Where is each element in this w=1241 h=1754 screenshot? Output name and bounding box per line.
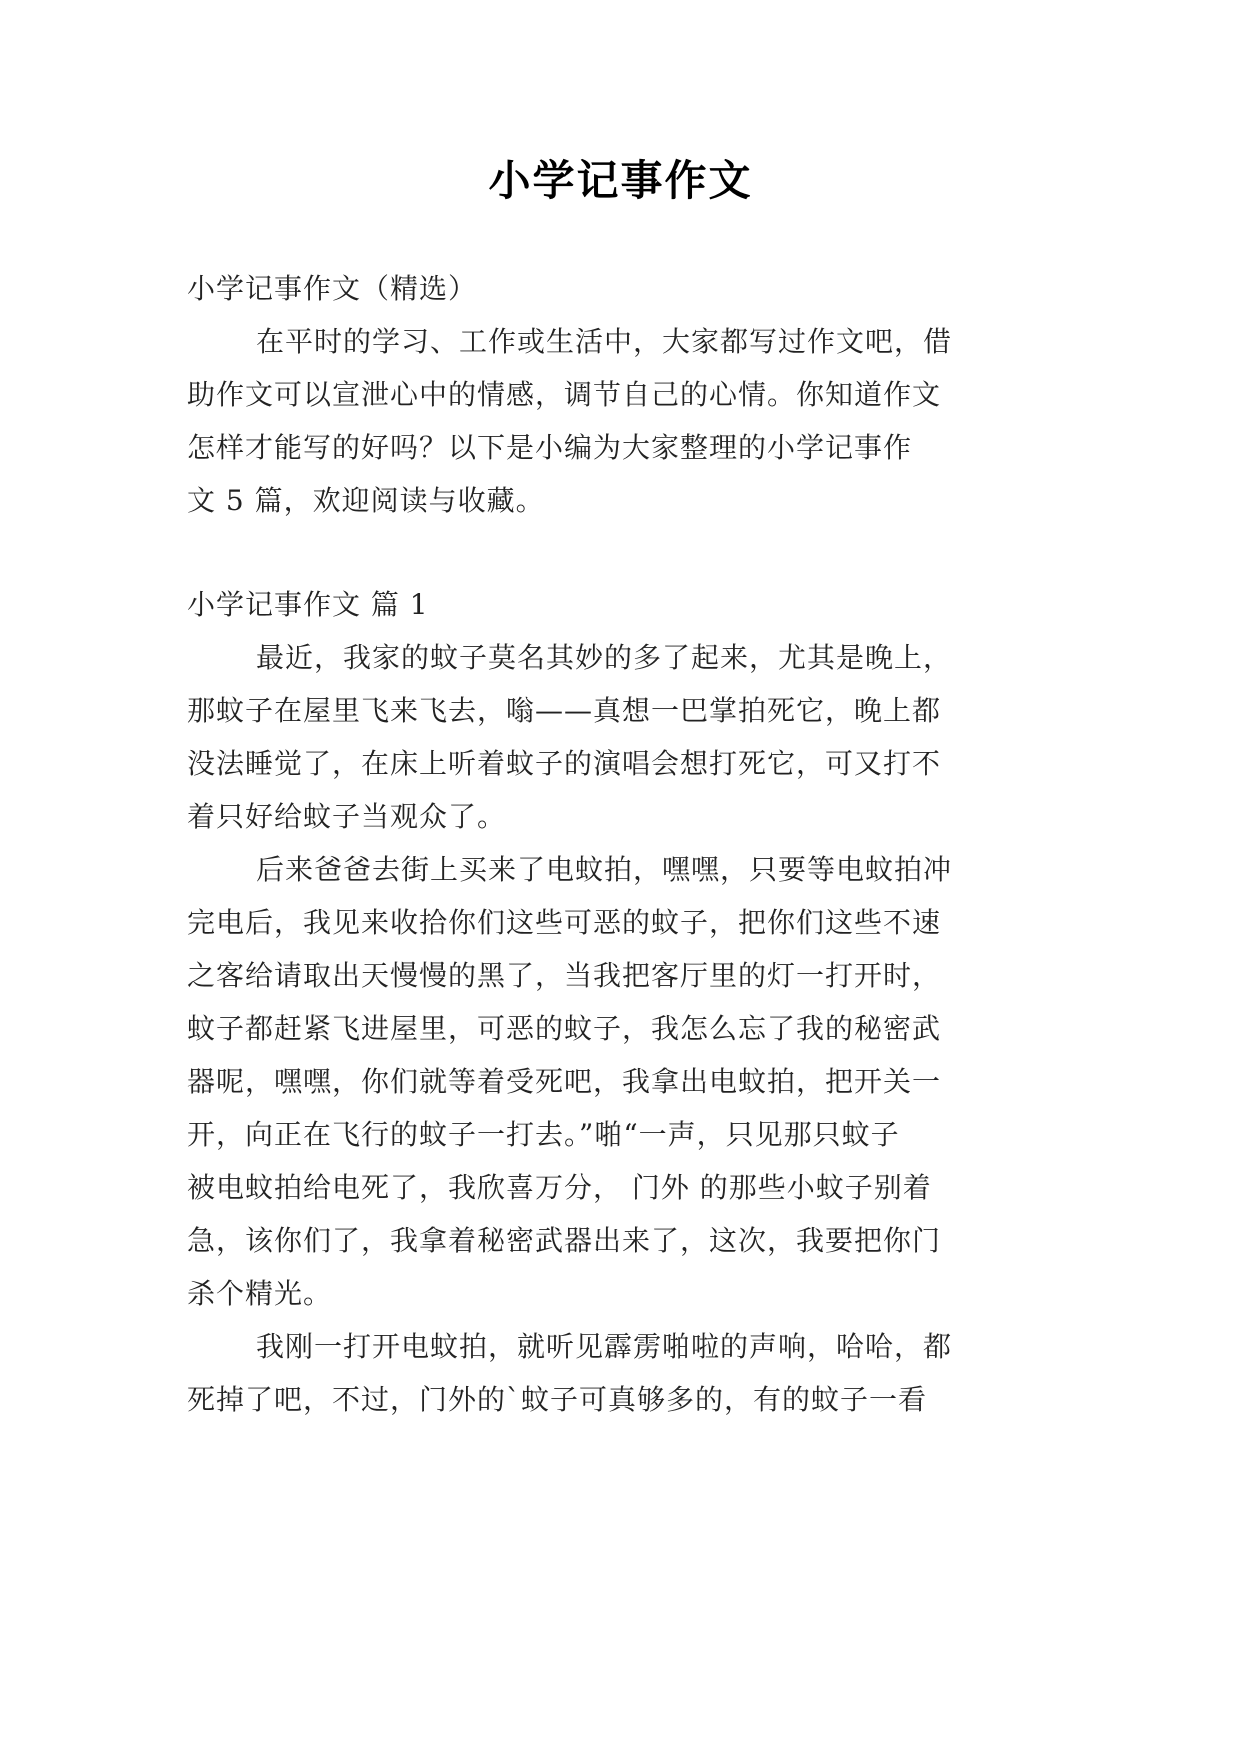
paragraph-line: 我刚一打开电蚊拍，就听见霹雳啪啦的声响，哈哈，都 [256,1330,953,1363]
intro-line: 助作文可以宣泄心中的情感，调节自己的心情。你知道作文 [187,378,942,411]
paragraph-line: 那蚊子在屋里飞来飞去，嗡——真想一巴掌拍死它，晚上都 [187,694,942,727]
paragraph-line: 完电后，我见来收拾你们这些可恶的蚊子，把你们这些不速 [187,906,942,939]
paragraph-line: 开，向正在飞行的蚊子一打去。”啪“一声，只见那只蚊子 [187,1118,900,1151]
paragraph-line: 之客给请取出天慢慢的黑了，当我把客厅里的灯一打开时， [187,959,942,992]
paragraph-line: 器呢，嘿嘿，你们就等着受死吧，我拿出电蚊拍，把开关一 [187,1065,942,1098]
document-subtitle: 小学记事作文（精选） [187,272,478,305]
intro-line: 在平时的学习、工作或生活中，大家都写过作文吧，借 [256,325,953,358]
paragraph-line: 最近，我家的蚊子莫名其妙的多了起来，尤其是晚上， [256,641,953,674]
section-heading: 小学记事作文 篇 1 [187,588,429,621]
paragraph-line: 急，该你们了，我拿着秘密武器出来了，这次，我要把你门 [187,1224,942,1257]
paragraph-line: 没法睡觉了，在床上听着蚊子的演唱会想打死它，可又打不 [187,747,942,780]
paragraph-line: 杀个精光。 [187,1277,333,1310]
document-title: 小学记事作文 [488,156,753,205]
paragraph-line: 后来爸爸去街上买来了电蚊拍，嘿嘿，只要等电蚊拍冲 [256,853,953,886]
paragraph-line: 被电蚊拍给电死了，我欣喜万分， 门外 的那些小蚊子别着 [187,1171,932,1204]
paragraph-line: 着只好给蚊子当观众了。 [187,800,507,833]
intro-line: 文 5 篇，欢迎阅读与收藏。 [187,484,545,517]
intro-line: 怎样才能写的好吗？以下是小编为大家整理的小学记事作 [187,431,913,464]
paragraph-line: 死掉了吧，不过，门外的`蚊子可真够多的，有的蚊子一看 [187,1383,928,1416]
paragraph-line: 蚊子都赶紧飞进屋里，可恶的蚊子，我怎么忘了我的秘密武 [187,1012,942,1045]
